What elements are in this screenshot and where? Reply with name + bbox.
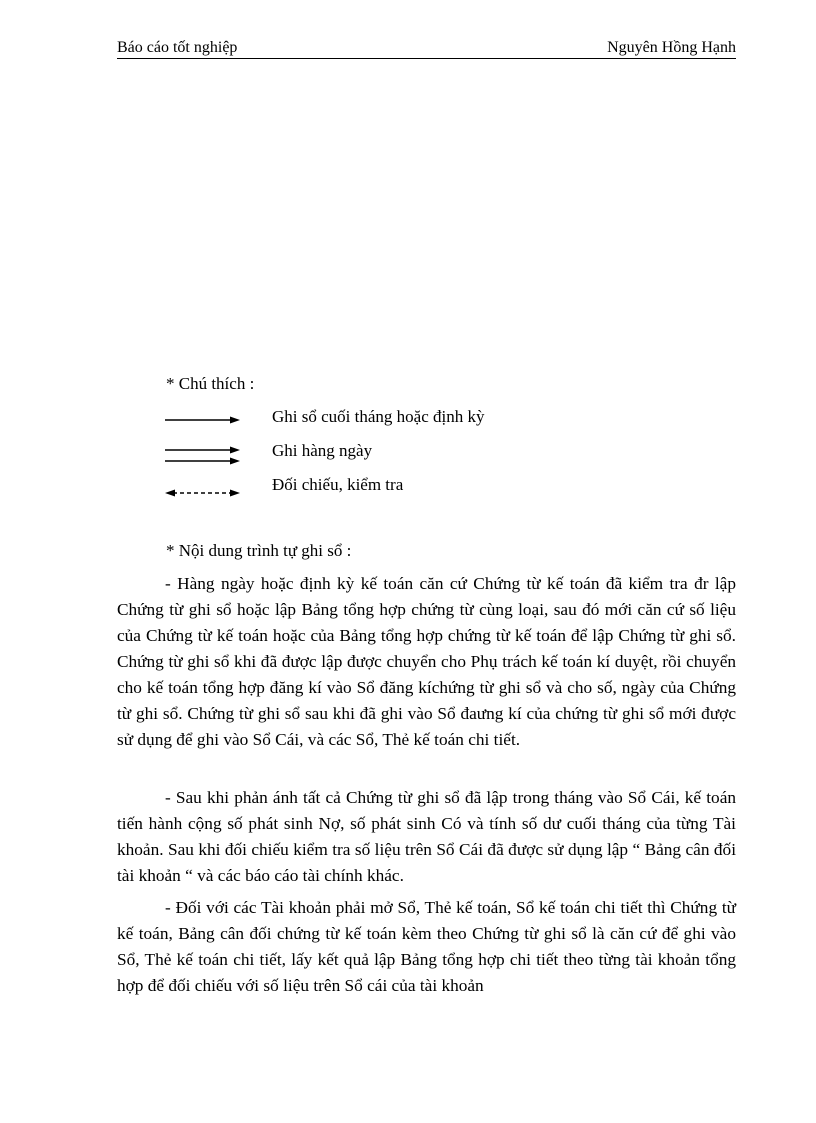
- legend-label-daily: Ghi hàng ngày: [272, 441, 373, 460]
- double-arrow-icon: [164, 440, 244, 466]
- header-author-name: Nguyên Hồng Hạnh: [607, 39, 736, 56]
- legend-title: * Chú thích :: [166, 374, 255, 393]
- header-report-title: Báo cáo tốt nghiệp: [117, 39, 238, 56]
- paragraph-2: - Sau khi phản ánh tất cả Chứng từ ghi sổ đã lập trong tháng vào Sổ Cái, kế toán tiến hành cộng số phát sinh Nợ, số phát sinh Có và tính số dư cuối tháng của từng Tài khoản. Sau khi đối chiếu kiểm tra số liệu trên Sổ Cái đã được sử dụng lập “ Bảng cân đối tài khoản “ và các báo cáo tài chính khác.: [117, 788, 736, 885]
- paragraph-3: - Đối với các Tài khoản phải mở Sổ, Thẻ kế toán, Sổ kế toán chi tiết thì Chứng từ kế toán, Bảng cân đối chứng từ kế toán kèm theo Chứng từ ghi sổ là căn cứ để ghi vào Sổ, Thẻ kế toán chi tiết, lấy kết quả lập Bảng tổng hợp chi tiết theo từng tài khoản tổng hợp để đối chiếu với số liệu trên Sổ cái của tài khoản: [117, 898, 736, 995]
- legend-label-reconcile: Đối chiếu, kiểm tra: [272, 475, 404, 494]
- section-title: * Nội dung trình tự ghi sổ :: [166, 541, 352, 560]
- page-header: [117, 38, 736, 59]
- single-arrow-icon: [164, 406, 244, 428]
- paragraph-1: - Hàng ngày hoặc định kỳ kế toán căn cứ Chứng từ kế toán đã kiểm tra đr lập Chứng từ ghi sổ hoặc lập Bảng tổng hợp chứng từ cùng loại, sau đó mới căn cứ số liệu của Chứng từ kế toán hoặc của Bảng tổng hợp chứng từ kế toán để lập Chứng từ ghi sổ. Chứng từ ghi sổ khi đã được lập được chuyển cho Phụ trách kế toán kí duyệt, rồi chuyển cho kế toán tổng hợp đăng kí vào Sổ đăng kíchứng từ ghi sổ và cho số, ngày của Chứng từ ghi sổ. Chứng từ ghi sổ sau khi đã ghi vào Sổ đaưng kí của chứng từ ghi sổ mới được sử dụng để ghi vào Sổ Cái, và các Sổ, Thẻ kế toán chi tiết.: [117, 574, 736, 749]
- legend-item-monthly: [164, 406, 584, 428]
- legend-label-monthly: Ghi sổ cuối tháng hoặc định kỳ: [272, 407, 485, 426]
- dashed-bidirectional-arrow-icon: [164, 474, 244, 500]
- legend-item-daily: [164, 440, 584, 462]
- legend-item-reconcile: [164, 474, 584, 496]
